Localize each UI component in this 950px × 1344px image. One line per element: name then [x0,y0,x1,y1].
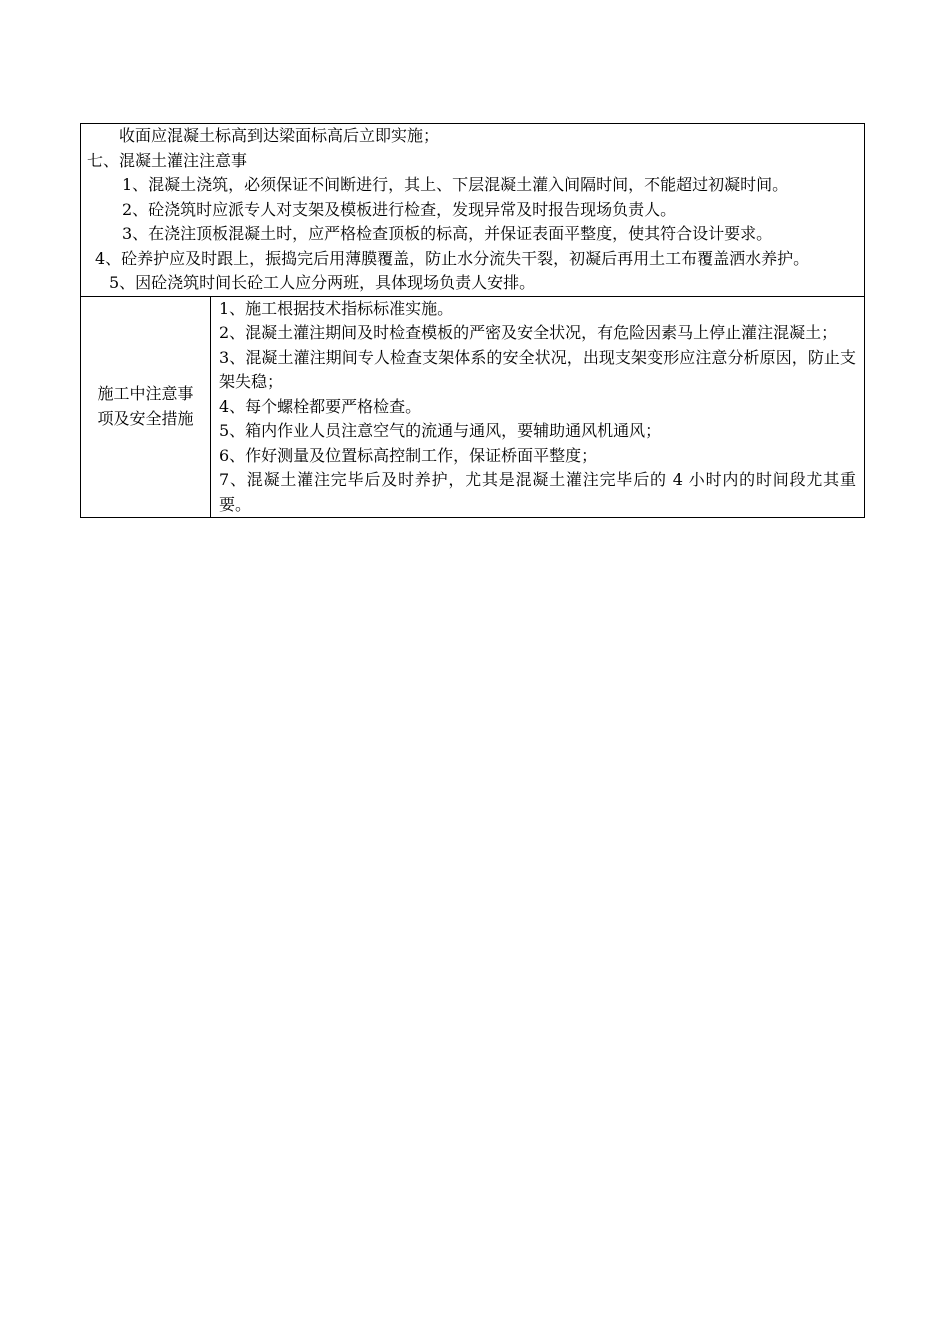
safety-label: 施工中注意事项及安全措施 [97,384,194,428]
concrete-pouring-cell [81,124,865,297]
section-heading-seven: 七、混凝土灌注注意事 [87,150,248,170]
safety-item-4: 4、每个螺栓都要严格检查。 [219,396,422,416]
paragraph-item-3: 3、在浇注顶板混凝土时，应严格检查顶板的标高，并保证表面平整度，使其符合设计要求。 [122,224,773,243]
concrete-pouring-row [81,124,865,297]
paragraph-item-4: 4、砼养护应及时跟上，振捣完后用薄膜覆盖，防止水分流失干裂，初凝后再用土工布覆盖洒水养护。 [95,248,810,268]
paragraph-finishing: 收面应混凝土标高到达梁面标高后立即实施； [119,126,440,145]
paragraph-item-5: 5、因砼浇筑时间长砼工人应分两班，具体现场负责人安排。 [109,273,536,292]
paragraph-item-1: 1、混凝土浇筑，必须保证不间断进行，其上、下层混凝土灌入间隔时间，不能超过初凝时间。 [122,175,789,194]
safety-measures-row [81,296,865,518]
safety-item-2: 2、混凝土灌注期间及时检查模板的严密及安全状况，有危险因素马上停止灌注混凝土； [219,323,838,342]
safety-measures-cell [211,296,865,518]
safety-item-1: 1、施工根据技术指标标准实施。 [219,298,454,318]
paragraph-item-2: 2、砼浇筑时应派专人对支架及模板进行检查，发现异常及时报告现场负责人。 [122,199,677,219]
safety-item-5: 5、箱内作业人员注意空气的流通与通风，要辅助通风机通风； [219,421,662,440]
construction-notes-table [80,123,865,518]
safety-item-3: 3、混凝土灌注期间专人检查支架体系的安全状况，出现支架变形应注意分析原因，防止支架失稳； [219,347,856,391]
safety-item-6: 6、作好测量及位置标高控制工作，保证桥面平整度； [219,445,598,465]
safety-label-cell [81,296,211,518]
safety-item-7: 7、混凝土灌注完毕后及时养护，尤其是混凝土灌注完毕后的 4 小时内的时间段尤其重要。 [219,470,856,514]
